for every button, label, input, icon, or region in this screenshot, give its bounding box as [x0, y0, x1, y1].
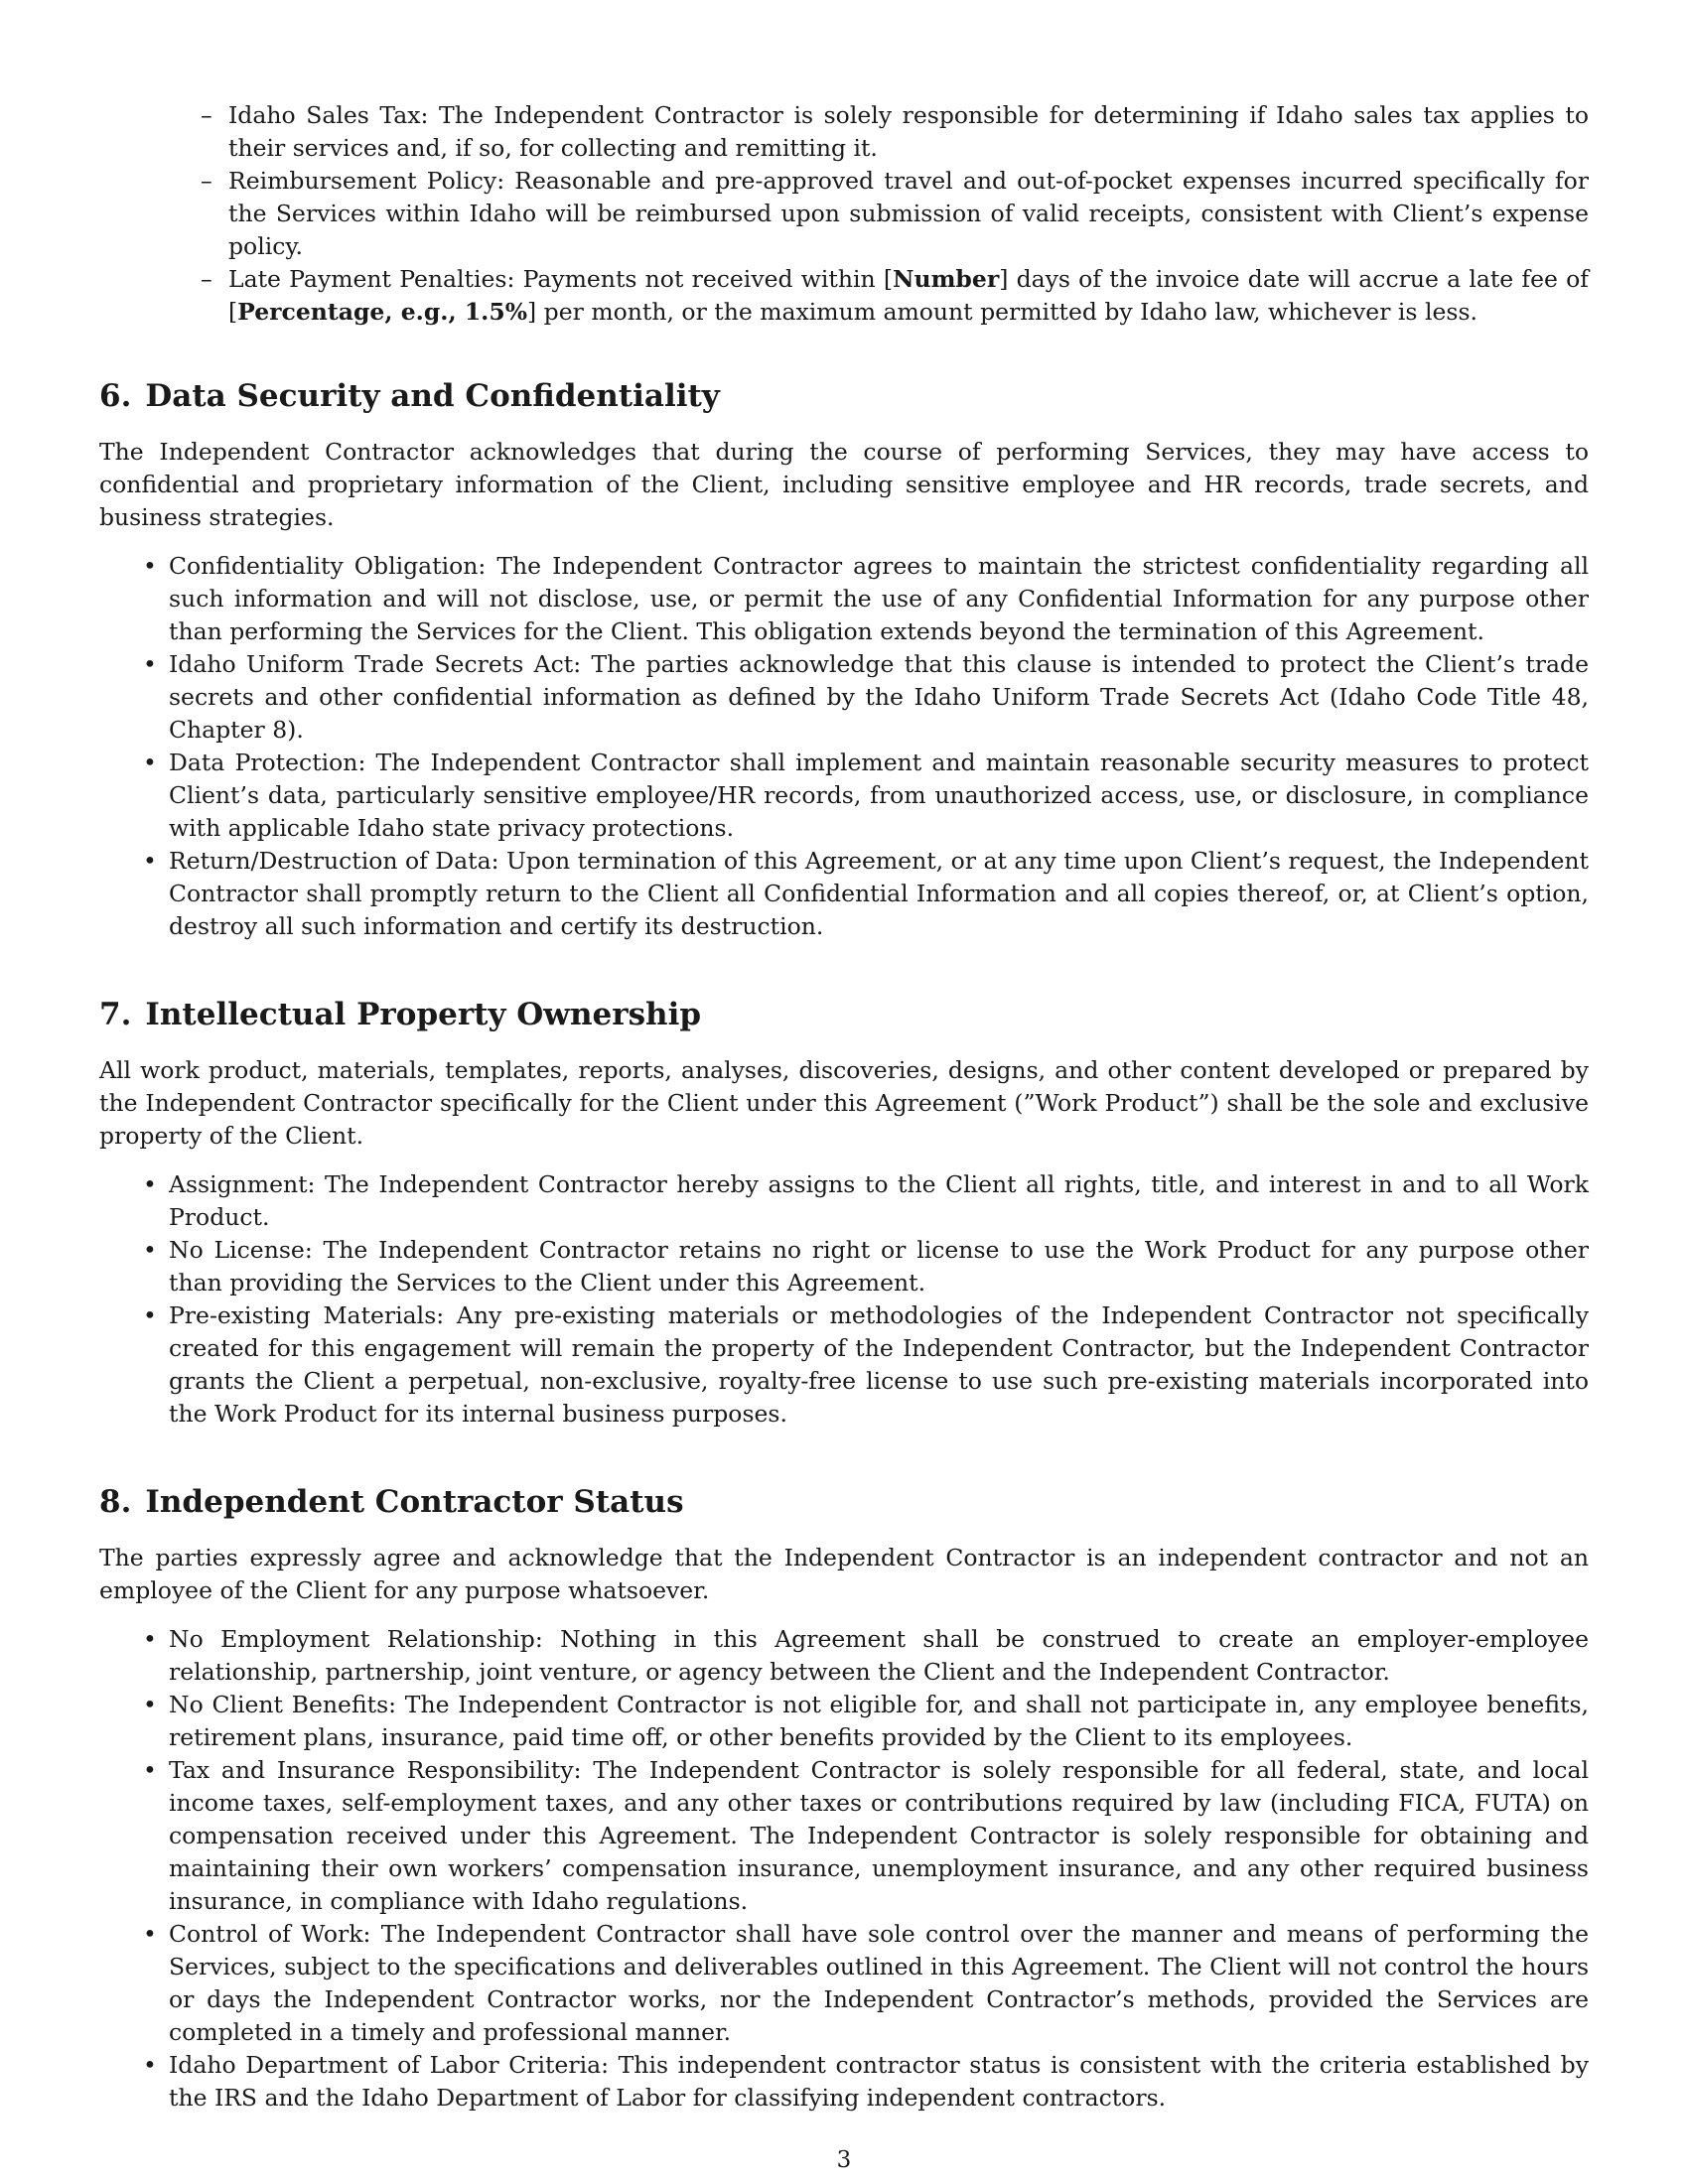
- list-item: • No Client Benefits: The Independent Contractor is not eligible for, and shall not participate in, any employee benefits, retirement plans, insurance, paid time off, or other benefits provided by the Client to its employees.: [169, 1689, 1589, 1754]
- list-item: • Data Protection: The Independent Contractor shall implement and maintain reasonable security measures to protect Client’s data, particularly sensitive employee/HR records, from unauthorized access, use, or disclosure, in compliance with applicable Idaho state privacy protections.: [169, 747, 1589, 845]
- list-item-text: ] days of the invoice date will accrue a late fee of [: [228, 265, 1589, 326]
- list-item-text: Late Payment Penalties: Payments not received within [: [228, 265, 893, 293]
- list-item: • No Employment Relationship: Nothing in this Agreement shall be construed to create an employer-employee relationship, partnership, joint venture, or agency between the Client and the Independent Contractor.: [169, 1623, 1589, 1689]
- placeholder-percentage: Percentage, e.g., 1.5%: [237, 298, 528, 326]
- list-item: • Assignment: The Independent Contractor hereby assigns to the Client all rights, title, and interest in and to all Work Product.: [169, 1168, 1589, 1234]
- section-heading: [99, 995, 1589, 1034]
- section-intro: The parties expressly agree and acknowledge that the Independent Contractor is an independent contractor and not an employee of the Client for any purpose whatsoever.: [99, 1544, 1589, 1604]
- section-list: [99, 1623, 1589, 2115]
- list-item: • No License: The Independent Contractor retains no right or license to use the Work Product for any purpose other than providing the Services to the Client under this Agreement.: [169, 1234, 1589, 1299]
- section-title: Intellectual Property Ownership: [145, 997, 702, 1032]
- section-number: 6.: [99, 378, 132, 414]
- section-number: 7.: [99, 997, 132, 1032]
- list-item: – Idaho Sales Tax: The Independent Contractor is solely responsible for determining if Idaho sales tax applies to their services and, if so, for collecting and remitting it.: [228, 99, 1589, 165]
- list-item: • Idaho Uniform Trade Secrets Act: The parties acknowledge that this clause is intended to protect the Client’s trade secrets and other confidential information as defined by the Idaho Uniform Trade Secrets Act (Idaho Code Title 48, Chapter 8).: [169, 648, 1589, 747]
- section-list: [99, 550, 1589, 943]
- payment-terms-list: [99, 99, 1589, 329]
- section-heading: [99, 1482, 1589, 1522]
- page-number: 3: [836, 2147, 852, 2173]
- section-number: 8.: [99, 1484, 132, 1520]
- section-list: [99, 1168, 1589, 1431]
- section-heading: [99, 376, 1589, 416]
- list-item: • Tax and Insurance Responsibility: The Independent Contractor is solely responsible for all federal, state, and local income taxes, self-employment taxes, and any other taxes or contributions required by law (including FICA, FUTA) on compensation received under this Agreement. The Independent Contractor is solely responsible for obtaining and maintaining their own workers’ compensation insurance, unemployment insurance, and any other required business insurance, in compliance with Idaho regulations.: [169, 1754, 1589, 1918]
- list-item: • Return/Destruction of Data: Upon termination of this Agreement, or at any time upon Client’s request, the Independent Contractor shall promptly return to the Client all Confidential Information and all copies thereof, or, at Client’s option, destroy all such information and certify its destruction.: [169, 845, 1589, 943]
- list-item: • Confidentiality Obligation: The Independent Contractor agrees to maintain the strictest confidentiality regarding all such information and will not disclose, use, or permit the use of any Confidential Information for any purpose other than performing the Services for the Client. This obligation extends beyond the termination of this Agreement.: [169, 550, 1589, 648]
- section-intro: The Independent Contractor acknowledges that during the course of performing Services, they may have access to confidential and proprietary information of the Client, including sensitive employee and HR records, trade secrets, and business strategies.: [99, 438, 1589, 531]
- section-intro: All work product, materials, templates, reports, analyses, discoveries, designs, and other content developed or prepared by the Independent Contractor specifically for the Client under this Agreement (”Work Product”) shall be the sole and exclusive property of the Client.: [99, 1056, 1589, 1150]
- section-title: Data Security and Confidentiality: [145, 378, 720, 414]
- section-title: Independent Contractor Status: [145, 1484, 684, 1520]
- list-item-text: ] per month, or the maximum amount permitted by Idaho law, whichever is less.: [527, 298, 1477, 326]
- placeholder-number: Number: [893, 265, 1000, 293]
- list-item: • Pre-existing Materials: Any pre-existing materials or methodologies of the Independent Contractor not specifically created for this engagement will remain the property of the Independent Contractor, but the Independent Contractor grants the Client a perpetual, non-exclusive, royalty-free license to use such pre-existing materials incorporated into the Work Product for its internal business purposes.: [169, 1299, 1589, 1431]
- document-page: [99, 99, 1589, 2166]
- list-item: • Idaho Department of Labor Criteria: This independent contractor status is consistent with the criteria established by the IRS and the Idaho Department of Labor for classifying independent contractors.: [169, 2049, 1589, 2115]
- list-item: • Control of Work: The Independent Contractor shall have sole control over the manner and means of performing the Services, subject to the specifications and deliverables outlined in this Agreement. The Client will not control the hours or days the Independent Contractor works, nor the Independent Contractor’s methods, provided the Services are completed in a timely and professional manner.: [169, 1918, 1589, 2049]
- list-item: – Reimbursement Policy: Reasonable and pre-approved travel and out-of-pocket expenses incurred specifically for the Services within Idaho will be reimbursed upon submission of valid receipts, consistent with Client’s expense policy.: [228, 165, 1589, 263]
- list-item: [228, 263, 1589, 329]
